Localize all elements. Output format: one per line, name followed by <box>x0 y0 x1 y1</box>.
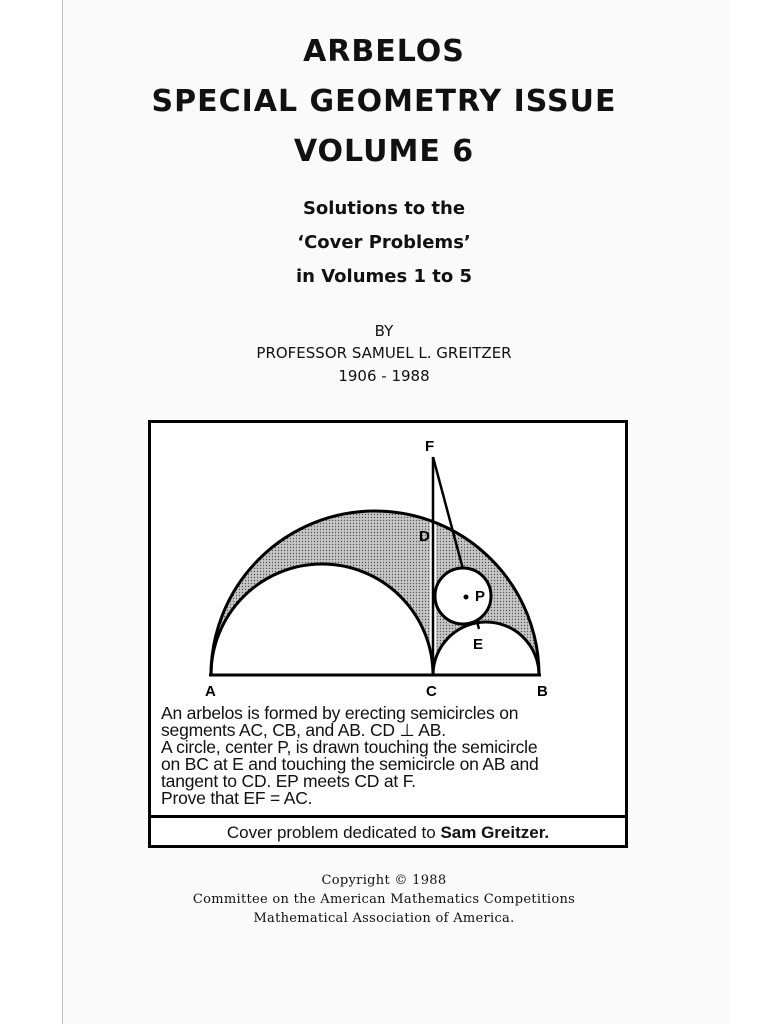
problem-line: segments AC, CB, and AB. CD ⊥ AB. <box>161 720 446 740</box>
label-d: D <box>419 528 430 545</box>
title-volume: VOLUME 6 <box>293 134 475 169</box>
footer-committee: Committee on the American Mathematics Competitions <box>192 892 576 907</box>
label-b: B <box>537 683 548 700</box>
problem-line: An arbelos is formed by erecting semicircles on <box>161 703 519 723</box>
label-e: E <box>473 636 484 653</box>
author-years: 1906 - 1988 <box>338 367 430 385</box>
problem-line: tangent to CD. EP meets CD at F. <box>161 771 416 791</box>
problem-statement <box>161 705 626 807</box>
arbelos-diagram <box>151 423 625 703</box>
cover-problem-box <box>148 420 628 848</box>
subtitle-line-2: ‘Cover Problems’ <box>297 232 471 253</box>
title-arbelos: ARBELOS <box>303 34 465 69</box>
label-a: A <box>205 683 216 700</box>
dedication-line <box>151 815 625 848</box>
dedication-name: Sam Greitzer. <box>440 823 550 842</box>
dedication-prefix: Cover problem dedicated to <box>226 823 441 842</box>
arbelos-shaded-region <box>151 423 625 703</box>
subtitle-line-3: in Volumes 1 to 5 <box>295 266 473 287</box>
author-name: PROFESSOR SAMUEL L. GREITZER <box>256 344 512 362</box>
point-p-dot <box>464 595 469 600</box>
title-special-geometry-issue: SPECIAL GEOMETRY ISSUE <box>151 84 617 119</box>
footer-maa: Mathematical Association of America. <box>253 911 515 926</box>
problem-line: on BC at E and touching the semicircle on AB and <box>161 754 539 774</box>
label-p: P <box>475 588 486 605</box>
subtitle-line-1: Solutions to the <box>302 198 466 219</box>
label-c: C <box>426 683 437 700</box>
label-f: F <box>425 438 435 455</box>
footer-copyright: Copyright © 1988 <box>321 873 447 888</box>
author-by: BY <box>374 322 394 340</box>
problem-line: Prove that EF = AC. <box>161 788 313 808</box>
problem-line: A circle, center P, is drawn touching the semicircle <box>161 737 538 757</box>
